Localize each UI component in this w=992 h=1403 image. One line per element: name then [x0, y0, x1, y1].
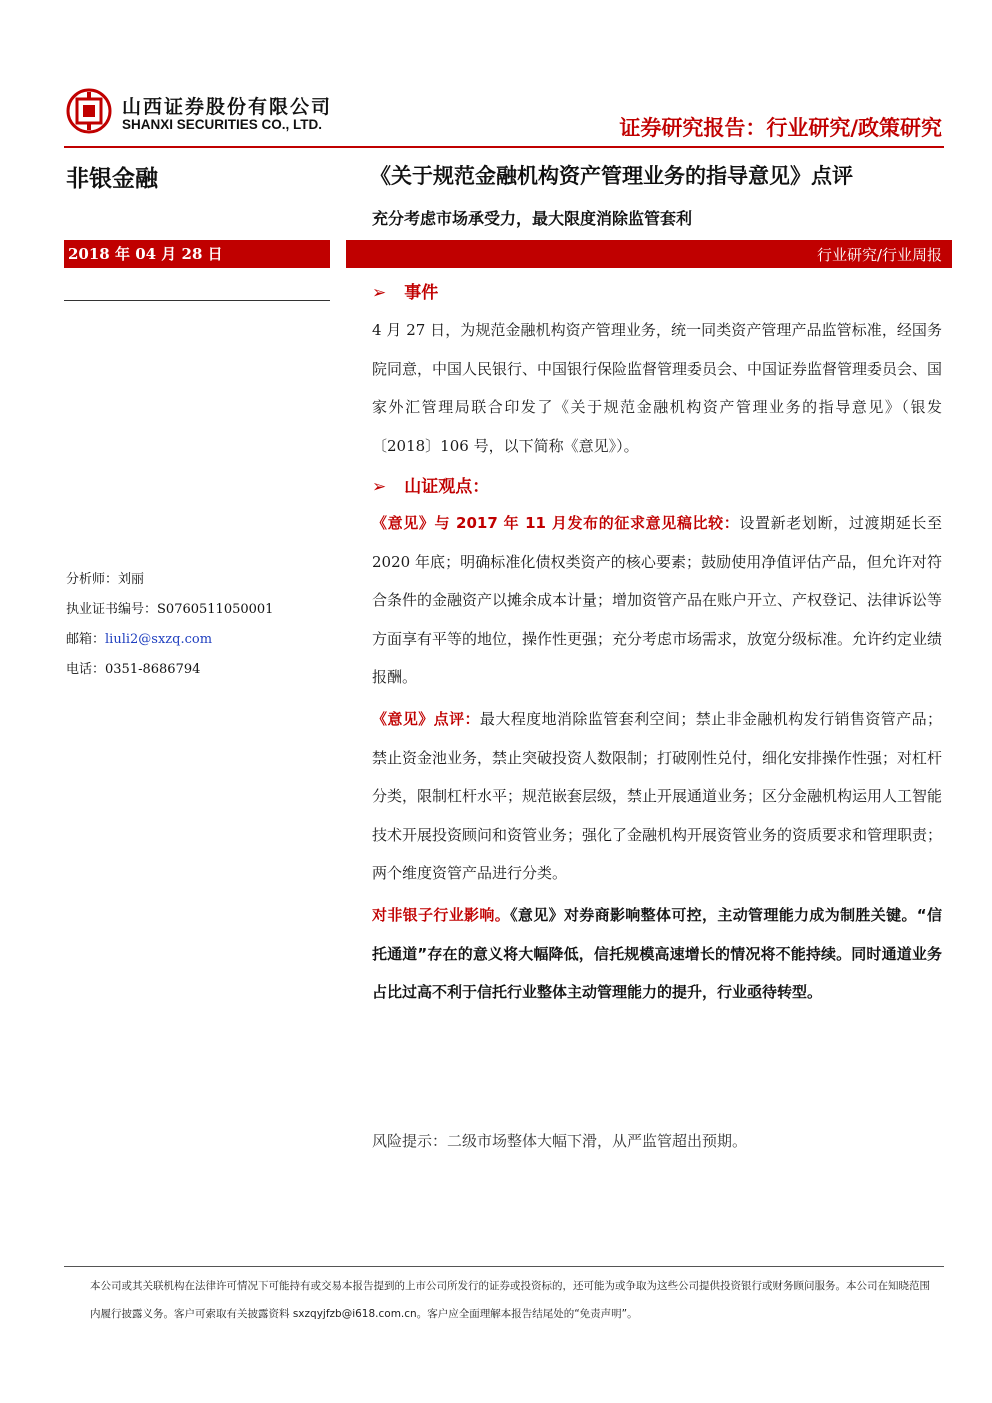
- phone-number: 0351-8686794: [105, 662, 201, 677]
- arrow-bullet-icon: ➢: [372, 477, 387, 497]
- analyst-name-label: 分析师：: [66, 572, 119, 587]
- page-subtitle: 充分考虑市场承受力，最大限度消除监管套利: [372, 209, 693, 228]
- report-category: 行业研究/行业周报: [346, 240, 952, 268]
- header-divider: [64, 146, 944, 148]
- footer-divider: [64, 1266, 944, 1267]
- report-date: 2018 年 04 月 28 日: [64, 240, 330, 268]
- review-text: 最大程度地消除监管套利空间；禁止非金融机构发行销售资管产品；禁止资金池业务，禁止突破投资人数限制；打破刚性兑付，细化安排操作性强；对杠杆分类，限制杠杆水平；规范嵌套层级，禁止开展通道业务；区分金融机构运用人工智能技术开展投资顾问和资管业务；强化了金融机构开展资管业务的资质要求和管理职责；两个维度资管产品进行分类。: [372, 710, 943, 882]
- view-heading: [372, 472, 489, 497]
- company-logo-icon: [66, 88, 112, 134]
- impact-paragraph: [372, 896, 942, 1012]
- event-paragraph: 4 月 27 日，为规范金融机构资产管理业务，统一同类资产管理产品监管标准，经国务院同意，中国人民银行、中国银行保险监督管理委员会、中国证券监督管理委员会、国家外汇管理局联合印发了《关于规范金融机构资产管理业务的指导意见》（银发〔2018〕106 号，以下简称《意见》）。: [372, 321, 943, 455]
- analyst-info: [66, 572, 273, 692]
- sidebar-divider: [64, 300, 330, 301]
- sector-label: 非银金融: [66, 166, 158, 192]
- comparison-text: 设置新老划断，过渡期延长至 2020 年底；明确标准化债权类资产的核心要素；鼓励使用净值评估产品，但允许对符合条件的金融资产以摊余成本计量；增加资管产品在账户开立、产权登记、法律诉讼等方面享有平等的地位，操作性更强；充分考虑市场需求，放宽分级标准。允许约定业绩报酬。: [372, 514, 943, 686]
- email-link[interactable]: liuli2@sxzq.com: [105, 632, 213, 647]
- impact-text: 《意见》对券商影响整体可控，主动管理能力成为制胜关键。“信托通道”存在的意义将大幅降低，信托规模高速增长的情况将不能持续。同时通道业务占比过高不利于信托行业整体主动管理能力的提升，行业亟待转型。: [372, 906, 942, 1001]
- analyst-email-row: [66, 632, 273, 662]
- cert-label: 执业证书编号：: [66, 602, 158, 617]
- event-heading: [372, 278, 438, 303]
- impact-lead: 对非银子行业影响。: [372, 906, 511, 924]
- phone-label: 电话：: [66, 662, 106, 677]
- cert-number: S0760511050001: [157, 602, 274, 617]
- analyst-cert-row: [66, 602, 273, 632]
- footer-disclaimer: 本公司或其关联机构在法律许可情况下可能持有或交易本报告提到的上市公司所发行的证券或投资标的，还可能为或争取为这些公司提供投资银行或财务顾问服务。本公司在知晓范围内履行披露义务。客户可索取有关披露资料 sxzqyjfzb@i618.com.cn。客户应全面理解本报告结尾处的“免责声明”。: [90, 1280, 930, 1320]
- analyst-name: 刘丽: [118, 572, 145, 587]
- report-type: 证券研究报告：行业研究/政策研究: [619, 116, 942, 140]
- company-name-en: SHANXI SECURITIES CO., LTD.: [122, 117, 323, 132]
- view-heading-text: 山证观点：: [404, 477, 490, 497]
- review-lead: 《意见》点评：: [372, 710, 480, 728]
- arrow-bullet-icon: ➢: [372, 283, 387, 303]
- analyst-phone-row: [66, 662, 273, 692]
- event-heading-text: 事件: [404, 283, 439, 303]
- comparison-paragraph: [372, 504, 942, 697]
- email-label: 邮箱：: [66, 632, 106, 647]
- analyst-name-row: [66, 572, 273, 602]
- company-name-cn: 山西证券股份有限公司: [122, 96, 333, 118]
- risk-warning: 风险提示：二级市场整体大幅下滑，从严监管超出预期。: [372, 1132, 748, 1150]
- review-paragraph: [372, 700, 942, 893]
- comparison-lead: 《意见》与 2017 年 11 月发布的征求意见稿比较：: [372, 514, 740, 532]
- page-title: 《关于规范金融机构资产管理业务的指导意见》点评: [370, 164, 853, 188]
